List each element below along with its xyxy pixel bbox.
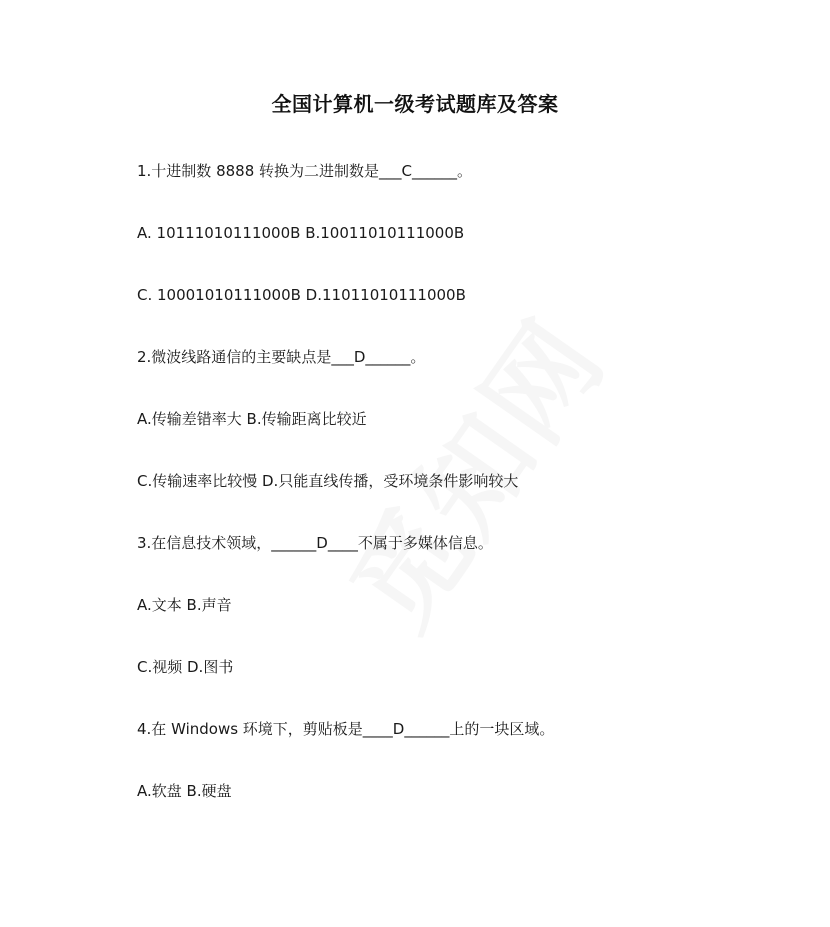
question-3-options-cd: C.视频 D.图书 — [137, 658, 234, 676]
question-1: 1.十进制数 8888 转换为二进制数是___C______。 — [137, 162, 472, 180]
question-3-options-ab: A.文本 B.声音 — [137, 596, 232, 614]
question-1-options-cd: C. 10001010111000B D.11011010111000B — [137, 286, 466, 304]
question-2-options-ab: A.传输差错率大 B.传输距离比较近 — [137, 410, 367, 428]
question-3: 3.在信息技术领域，______D____不属于多媒体信息。 — [137, 534, 493, 552]
question-2-options-cd: C.传输速率比较慢 D.只能直线传播，受环境条件影响较大 — [137, 472, 519, 490]
question-4: 4.在 Windows 环境下，剪贴板是____D______上的一块区域。 — [137, 720, 555, 738]
watermark — [308, 284, 634, 655]
question-1-options-ab: A. 10111010111000B B.10011010111000B — [137, 224, 465, 242]
question-4-options-ab: A.软盘 B.硬盘 — [137, 782, 232, 800]
page-title: 全国计算机一级考试题库及答案 — [271, 92, 559, 116]
question-2: 2.微波线路通信的主要缺点是___D______。 — [137, 348, 426, 366]
